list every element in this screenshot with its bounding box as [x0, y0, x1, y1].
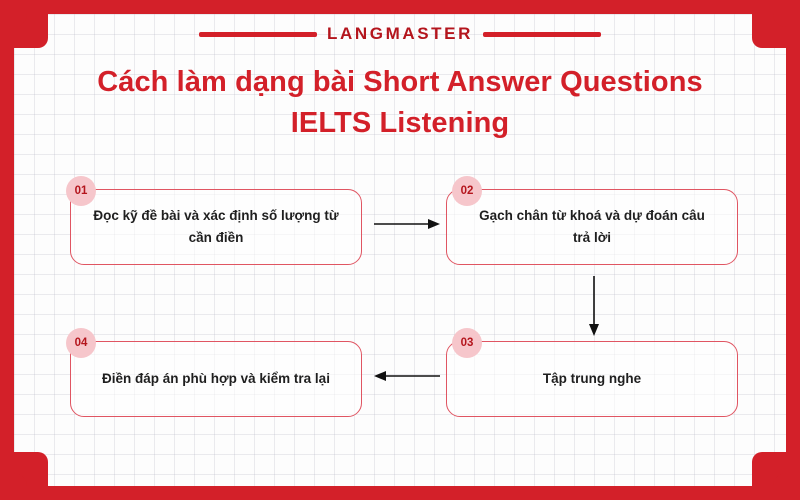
arrow-step-03-to-04	[374, 368, 440, 384]
flow-step-04-badge: 04	[66, 328, 96, 358]
flow-step-02	[446, 189, 738, 265]
flow-step-01-badge: 01	[66, 176, 96, 206]
flow-step-02-badge: 02	[452, 176, 482, 206]
poster-card	[14, 14, 786, 486]
page-title-line-2: IELTS Listening	[290, 107, 510, 140]
brand-rule-left	[199, 32, 317, 37]
flow-step-03-badge: 03	[452, 328, 482, 358]
flow-step-03	[446, 341, 738, 417]
flow-step-04-text: Điền đáp án phù hợp và kiểm tra lại	[102, 370, 330, 386]
page-title-line-1: Cách làm dạng bài Short Answer Questions	[97, 66, 703, 98]
arrow-step-01-to-02	[374, 216, 440, 232]
flow-step-03-text: Tập trung nghe	[542, 370, 642, 386]
arrow-step-02-to-03	[586, 276, 602, 336]
flow-diagram	[14, 164, 786, 464]
flow-step-01-text: Đọc kỹ đề bài và xác định số lượng từ cần điền	[93, 207, 339, 245]
flow-step-01	[70, 189, 362, 265]
flow-step-02-text: Gạch chân từ khoá và dự đoán câu trả lời	[479, 207, 705, 245]
page-title	[44, 62, 756, 144]
brand-header	[14, 24, 786, 44]
brand-rule-right	[483, 32, 601, 37]
flow-step-04	[70, 341, 362, 417]
brand-name: LANGMASTER	[327, 24, 473, 43]
